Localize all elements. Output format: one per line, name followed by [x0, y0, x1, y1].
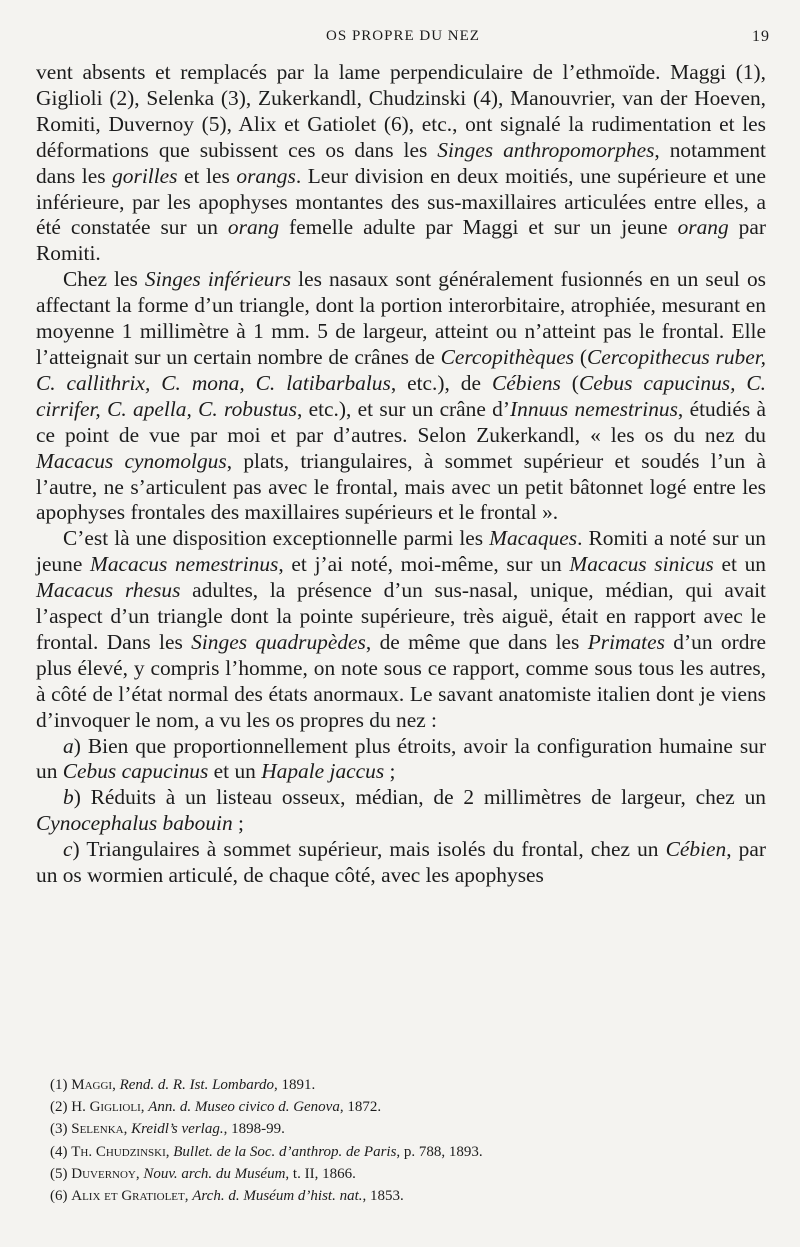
footnote: (4) Th. Chudzinski, Bullet. de la Soc. d’anthrop. de Paris, p. 788, 1893.: [50, 1143, 483, 1160]
list-item-b: b) Réduits à un listeau osseux, médian, de 2 millimètres de largeur, chez un Cynocephalus babouin ;: [36, 785, 766, 836]
page-header: [36, 28, 770, 54]
body-text: [36, 60, 766, 889]
running-title: OS PROPRE DU NEZ: [326, 28, 480, 44]
footnote: (3) Selenka, Kreidl’s verlag., 1898-99.: [50, 1121, 285, 1138]
list-item-a: a) Bien que proportionnellement plus étroits, avoir la configuration humaine sur un Cebus capucinus et un Hapale jaccus ;: [36, 733, 766, 784]
footnote: (5) Duvernoy, Nouv. arch. du Muséum, t. II, 1866.: [50, 1165, 356, 1182]
footnote: (6) Alix et Gratiolet, Arch. d. Muséum d’hist. nat., 1853.: [50, 1188, 404, 1205]
paragraph-2: Chez les Singes inférieurs les nasaux sont généralement fusionnés en un seul os affectant la forme d’un triangle, dont la portion interorbitaire, atrophiée, mesurant en moyenne 1 millimètre à 1 mm. 5 de largeur, atteint ou n’atteint pas le frontal. Elle l’atteignait sur un certain nombre de crânes de Cercopithèques (Cercopithecus ruber, C. callithrix, C. mona, C. latibarbalus, etc.), de Cébiens (Cebus capucinus, C. cirrifer, C. apella, C. robustus, etc.), et sur un crâne d’Innuus nemestrinus, étudiés à ce point de vue par moi et par d’autres. Selon Zukerkandl, « les os du nez du Macacus cynomolgus, plats, triangulaires, à sommet supérieur et soudés l’un à l’autre, ne s’articulent pas avec le frontal, mais avec un petit bâtonnet logé entre les apophyses frontales des maxillaires supérieurs et le frontal ».: [36, 267, 766, 525]
paragraph-3: C’est là une disposition exceptionnelle parmi les Macaques. Romiti a noté sur un jeune Macacus nemestrinus, et j’ai noté, moi-même, sur un Macacus sinicus et un Macacus rhesus adultes, la présence d’un sus-nasal, unique, médian, qui avait l’aspect d’un triangle dont la pointe supérieure, très aiguë, était en rapport avec le frontal. Dans les Singes quadrupèdes, de même que dans les Primates d’un ordre plus élevé, y compris l’homme, on note sous ce rapport, comme sous tous les autres, à côté de l’état normal des états anormaux. Le savant anatomiste italien dont je viens d’invoquer le nom, a vu les os propres du nez :: [36, 526, 767, 732]
list-item-c: c) Triangulaires à sommet supérieur, mais isolés du frontal, chez un Cébien, par un os wormien articulé, de chaque côté, avec les apophyses: [36, 837, 766, 888]
footnote: (2) H. Giglioli, Ann. d. Museo civico d. Genova, 1872.: [50, 1099, 382, 1116]
footnotes: [50, 1074, 770, 1207]
footnote: (1) Maggi, Rend. d. R. Ist. Lombardo, 1891.: [50, 1077, 316, 1093]
paragraph-1: vent absents et remplacés par la lame perpendiculaire de l’ethmoïde. Maggi (1), Giglioli (2), Selenka (3), Zukerkandl, Chudzinski (4), Manouvrier, van der Hoeven, Romiti, Duvernoy (5), Alix et Gatiolet (6), etc., ont signalé la rudimentation et les déformations que subissent ces os dans les Singes anthropomorphes, notamment dans les gorilles et les orangs. Leur division en deux moitiés, une supérieure et une inférieure, par les apophyses montantes des sus-maxillaires articulées entre elles, a été constatée sur un orang femelle adulte par Maggi et sur un jeune orang par Romiti.: [36, 60, 766, 266]
page-number: 19: [752, 28, 770, 45]
